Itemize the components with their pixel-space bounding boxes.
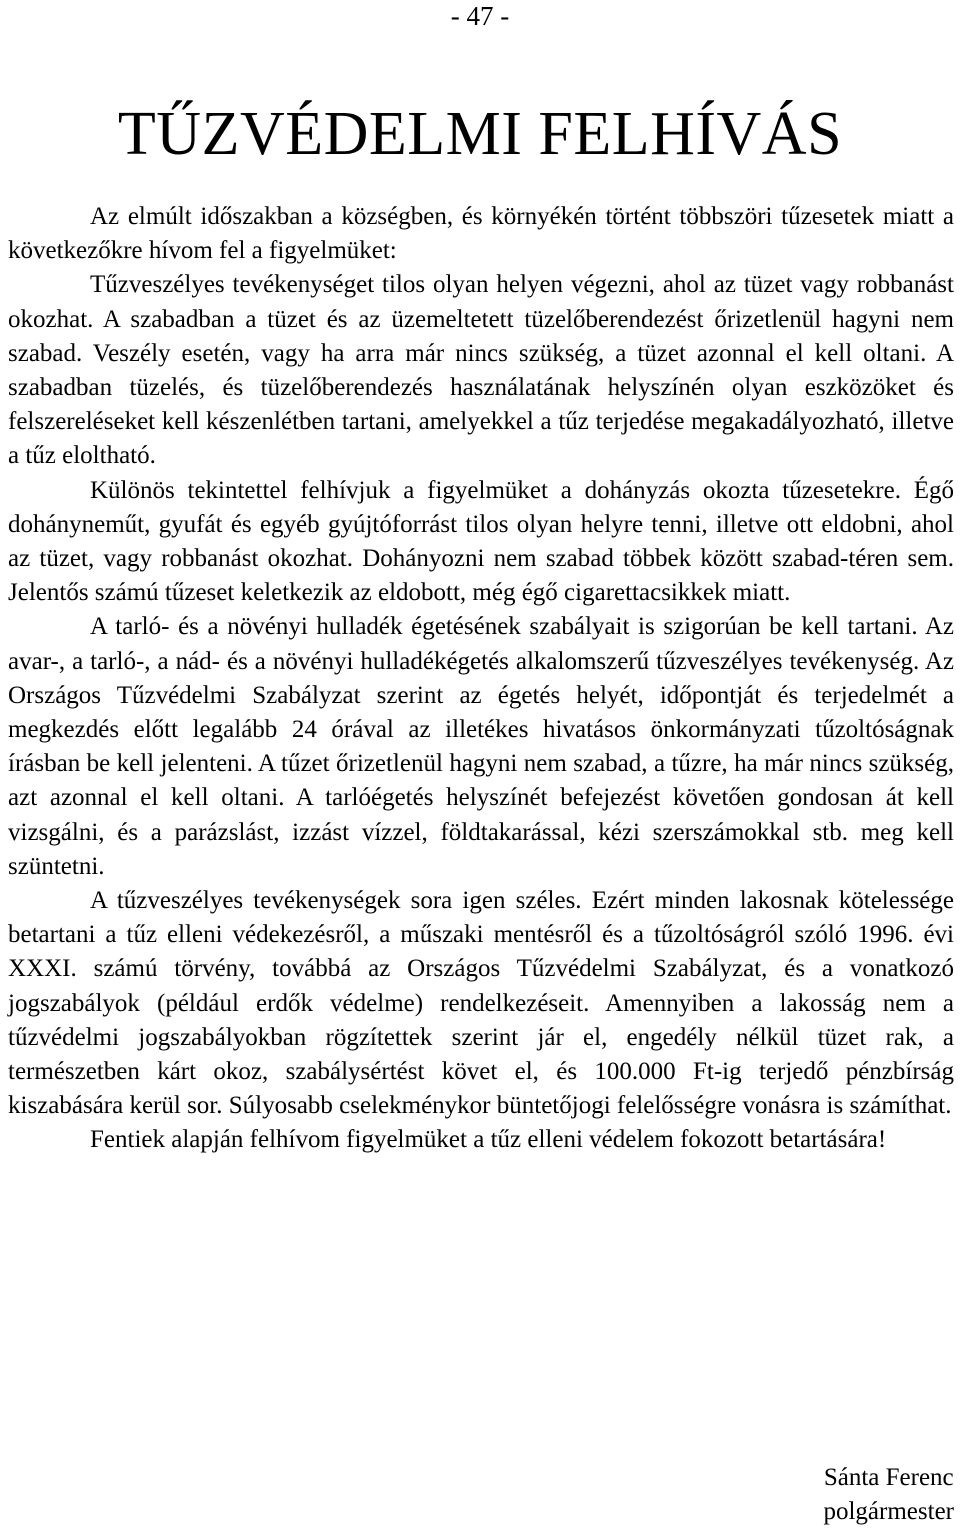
- paragraph-closing: Fentiek alapján felhívom figyelmüket a tűz elleni védelem fokozott betartására!: [90, 1126, 887, 1154]
- signature-name: Sánta Ferenc: [823, 1464, 954, 1491]
- paragraph-stubble-burning: A tarló- és a növényi hulladék égetésének szabályait is szigorúan be kell tartani. Az avar-, a tarló-, a nád- és a növényi hulladékégetés alkalomszerű tűzveszélyes tevékenység. Az Országos Tűzvédelmi Szabályzat szerint az égetés helyét, időpontját és terjedelmét a megkezdés előtt legalább 24 órával az illetékes hivatásos önkormányzati tűzoltóságnak írásban be kell jelenteni. A tűzet őrizetlenül hagyni nem szabad, a tűzre, ha már nincs szükség, azt azonnal el kell oltani. A tarlóégetés helyszínét befejezést követően gondosan át kell vizsgálni, és a parázslást, izzást vízzel, földtakarással, kézi szerszámokkal stb. meg kell szüntetni.: [8, 613, 954, 880]
- paragraph-legal-obligations: A tűzveszélyes tevékenységek sora igen széles. Ezért minden lakosnak kötelessége betartani a tűz elleni védekezésről, a műszaki mentésről és a tűzoltóságról szóló 1996. évi XXXI. számú törvény, továbbá az Országos Tűzvédelmi Szabályzat, és a vonatkozó jogszabályok (például erdők védelme) rendelkezéseit. Amennyiben a lakosság nem a tűzvédelmi jogszabályokban rögzítettek szerint jár el, engedély nélkül tüzet rak, a természetben kárt okoz, szabálysértést követ el, és 100.000 Ft-ig terjedő pénzbírság kiszabására kerül sor. Súlyosabb cselekménykor büntetőjogi felelősségre vonásra is számíthat.: [8, 887, 954, 1120]
- paragraph-intro: Az elmúlt időszakban a községben, és környékén történt többszöri tűzesetek miatt a következőkre hívom fel a figyelmüket:: [8, 203, 954, 265]
- paragraph-smoking: Különös tekintettel felhívjuk a figyelmüket a dohányzás okozta tűzesetekre. Égő dohánynemű​t, gyufát és egyéb gyújtóforrást tilos olyan helyre tenni, illetve ott eldobni, ahol az tüzet, vagy robbanást okozhat. Dohányozni nem szabad többek között szabad-téren sem. Jelentős számú tűzeset keletkezik az eldobott, még égő cigarettacsikkek miatt.: [8, 476, 954, 607]
- page-number: - 47 -: [450, 1, 510, 31]
- body-text: [8, 200, 954, 1158]
- signature-block: [823, 1461, 954, 1529]
- page-title: TŰZVÉDELMI FELHÍVÁS: [117, 100, 843, 168]
- signature-role: polgármester: [823, 1498, 954, 1526]
- paragraph-fire-hazard-activities: Tűzveszélyes tevékenységet tilos olyan helyen végezni, ahol az tüzet vagy robbanást okozhat. A szabadban a tüzet és az üzemeltetett tüzelőberendezést őrizetlenül hagyni nem szabad. Veszély esetén, vagy ha arra már nincs szükség, a tüzet azonnal el kell oltani. A szabadban tüzelés, és tüzelőberendezés használatának helyszínén olyan eszközöket és felszereléseket kell készenlétben tartani, amelyekkel a tűz terjedése megakadályozható, illetve a tűz eloltható.: [8, 271, 954, 470]
